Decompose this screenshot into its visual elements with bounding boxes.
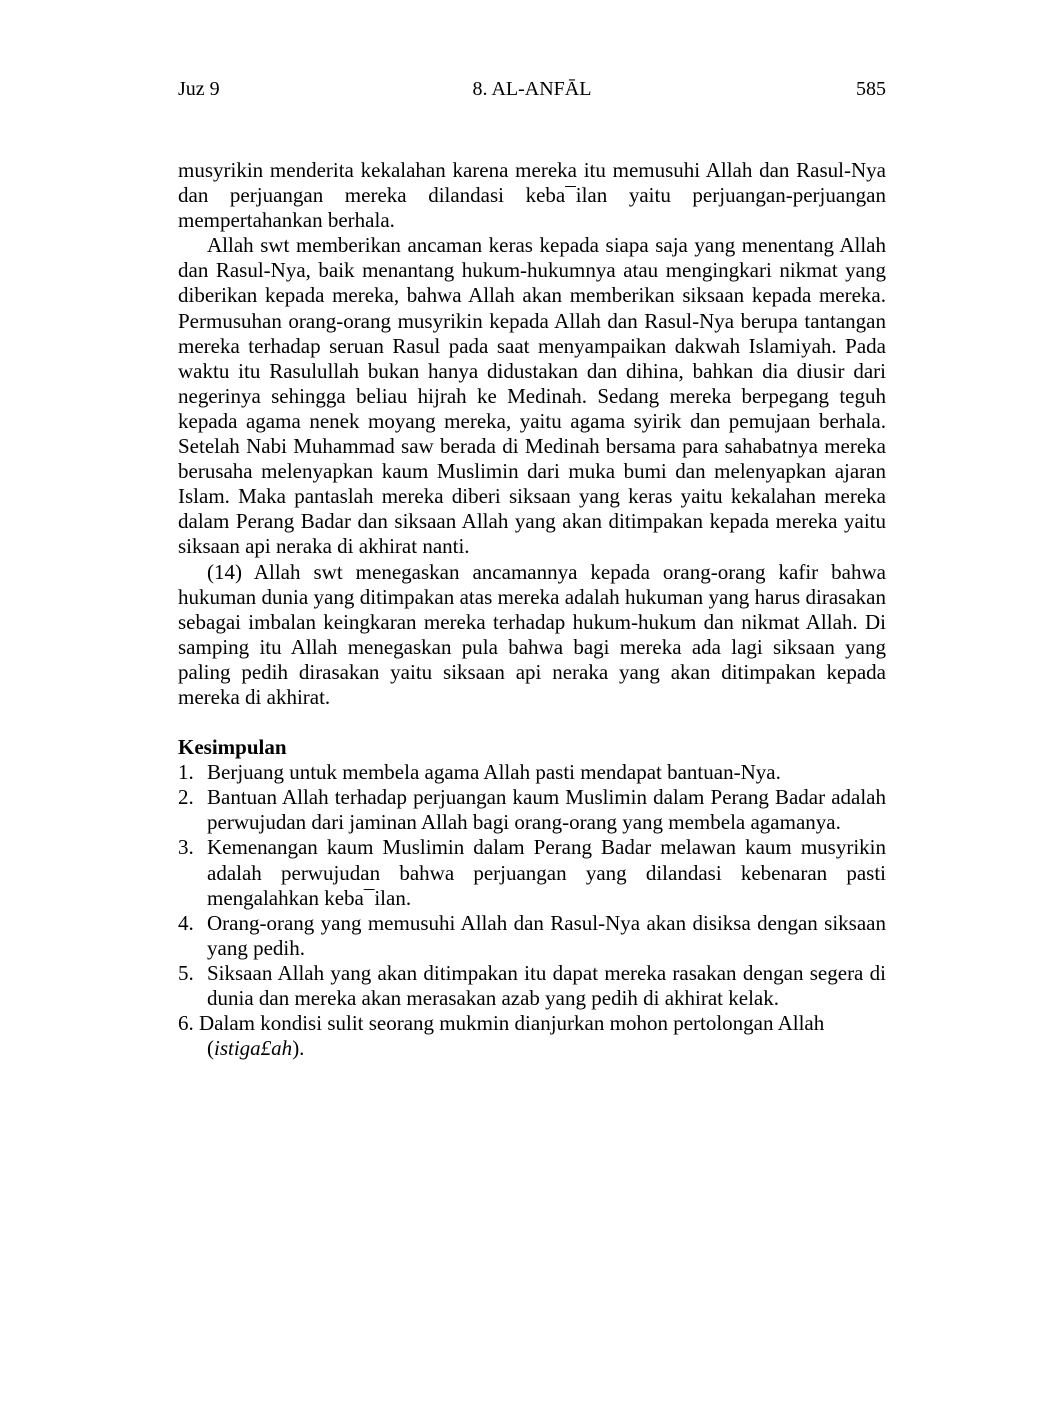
running-header — [178, 76, 886, 102]
list-item — [178, 760, 886, 785]
list-item — [178, 785, 886, 835]
list-text: Orang-orang yang memusuhi Allah dan Rasul-Nya akan disiksa dengan siksaan yang pedih. — [207, 910, 886, 960]
list-number: 2. — [178, 785, 194, 810]
list-item — [178, 835, 886, 910]
paren-open: ( — [207, 1036, 214, 1061]
list-text: Siksaan Allah yang akan ditimpakan itu dapat mereka rasakan dengan segera di dunia dan mereka akan merasakan azab yang pedih di akhirat kelak. — [207, 960, 886, 1010]
list-number: 6. — [178, 1011, 194, 1036]
list-item-continuation — [178, 1036, 886, 1061]
page-body — [178, 158, 886, 1061]
list-item — [178, 911, 886, 961]
list-item — [178, 961, 886, 1011]
list-number: 5. — [178, 960, 194, 985]
chapter-title: 8. AL-ANFĀL — [472, 78, 592, 100]
juz-label: Juz 9 — [178, 78, 220, 100]
list-text: Kemenangan kaum Muslimin dalam Perang Badar melawan kaum musyrikin adalah perwujudan bahwa perjuangan yang dilandasi kebenaran pasti mengalahkan keba¯ilan. — [207, 835, 886, 910]
istigasah-term: istiga£ah — [214, 1036, 293, 1061]
paragraph-verse-14: (14) Allah swt menegaskan ancamannya kepada orang-orang kafir bahwa hukuman dunia yang ditimpakan atas mereka adalah hukuman yang harus dirasakan sebagai imbalan keingkaran mereka terhadap hukum-hukum dan nikmat Allah. Di samping itu Allah menegaskan pula bahwa bagi mereka ada lagi siksaan yang paling pedih dirasakan yaitu siksaan api neraka yang akan ditimpakan kepada mereka di akhirat. — [178, 559, 886, 709]
list-number: 4. — [178, 910, 194, 935]
paragraph-continued: musyrikin menderita kekalahan karena mereka itu memusuhi Allah dan Rasul-Nya dan perjuangan mereka dilandasi keba¯ilan yaitu perjuangan-perjuangan mempertahankan berhala. — [178, 158, 886, 233]
list-item — [178, 1011, 886, 1061]
conclusion-heading: Kesimpulan — [178, 735, 287, 760]
conclusion-list — [178, 760, 886, 1061]
list-text: Berjuang untuk membela agama Allah pasti mendapat bantuan-Nya. — [207, 760, 781, 785]
paragraph-threat: Allah swt memberikan ancaman keras kepada siapa saja yang menentang Allah dan Rasul-Nya, baik menantang hukum-hukumnya atau mengingkari nikmat yang diberikan kepada mereka, bahwa Allah akan memberikan siksaan kepada mereka. Permusuhan orang-orang musyrikin kepada Allah dan Rasul-Nya berupa tantangan mereka terhadap seruan Rasul pada saat menyampaikan dakwah Islamiyah. Pada waktu itu Rasulullah bukan hanya didustakan dan dihina, bahkan dia diusir dari negerinya sehingga beliau hijrah ke Medinah. Sedang mereka berpegang teguh kepada agama nenek moyang mereka, yaitu agama syirik dan pemujaan berhala. Setelah Nabi Muhammad saw berada di Medinah bersama para sahabatnya mereka berusaha melenyapkan kaum Muslimin dari muka bumi dan melenyapkan ajaran Islam. Maka pantaslah mereka diberi siksaan yang keras yaitu kekalahan mereka dalam Perang Badar dan siksaan Allah yang akan ditimpakan kepada mereka yaitu siksaan api neraka di akhirat nanti. — [178, 233, 886, 559]
paren-close: ). — [292, 1036, 305, 1061]
list-text: Bantuan Allah terhadap perjuangan kaum Muslimin dalam Perang Badar adalah perwujudan dari jaminan Allah bagi orang-orang yang membela agamanya. — [207, 785, 886, 835]
list-text: Dalam kondisi sulit seorang mukmin dianjurkan mohon pertolongan Allah — [199, 1011, 825, 1036]
list-number: 3. — [178, 835, 194, 860]
list-number: 1. — [178, 760, 194, 785]
page-number: 585 — [856, 78, 886, 100]
